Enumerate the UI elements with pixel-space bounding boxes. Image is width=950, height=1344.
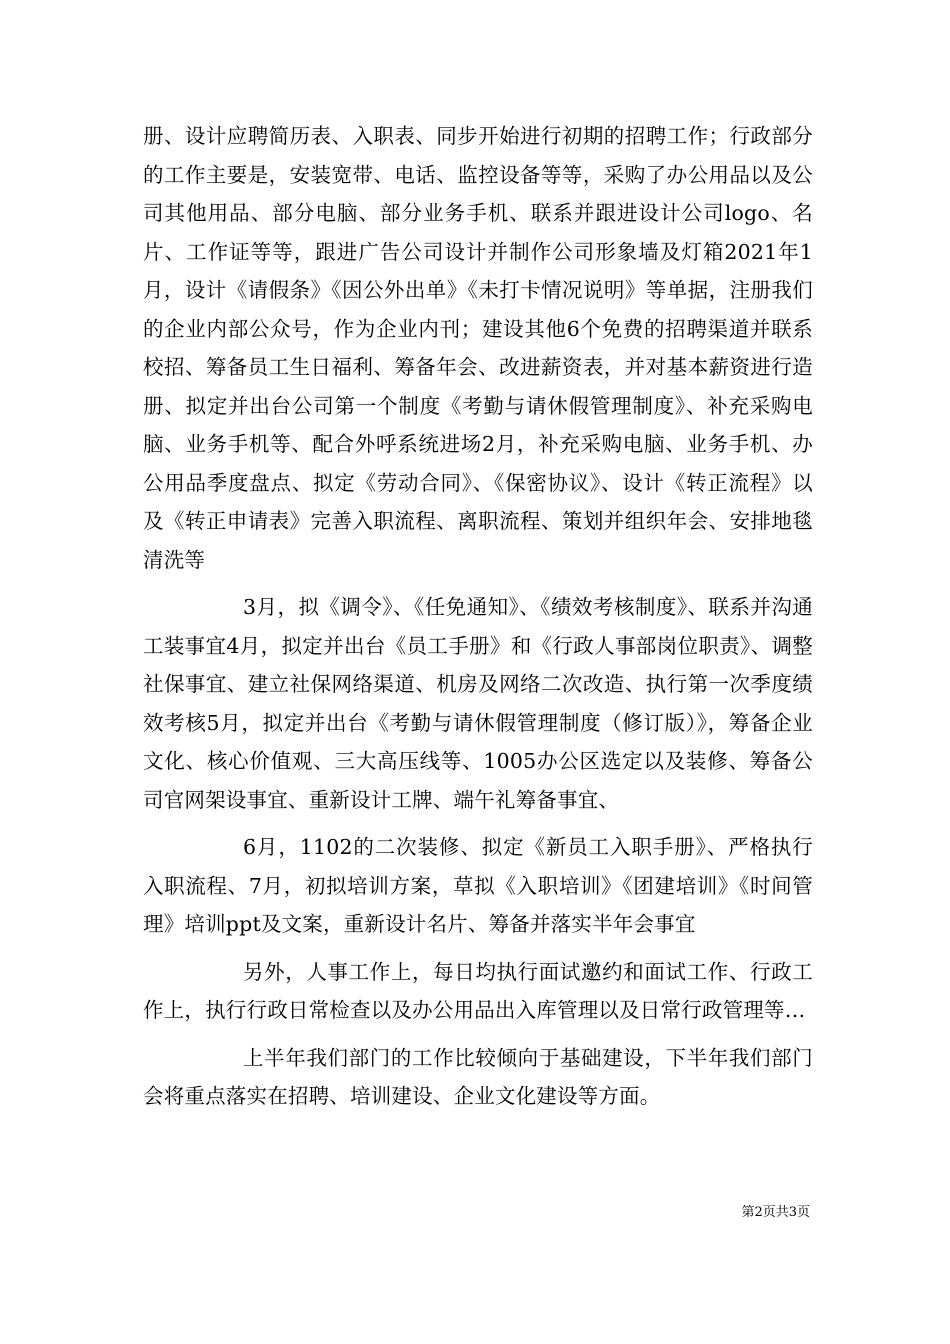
page-number-footer: 第2页共3页 bbox=[741, 1205, 810, 1220]
paragraph-1: 册、设计应聘简历表、入职表、同步开始进行初期的招聘工作；行政部分的工作主要是，安装宽带、电话、监控设备等等，采购了办公用品以及公司其他用品、部分电脑、部分业务手机、联系并跟进设计公司logo、名片、工作证等等，跟进广告公司设计并制作公司形象墙及灯箱2021年1月，设计《请假条》《因公外出单》《未打卡情况说明》等单据，注册我们的企业内部公众号，作为企业内刊；建设其他6个免费的招聘渠道并联系校招、筹备员工生日福利、筹备年会、改进薪资表，并对基本薪资进行造册、拟定并出台公司第一个制度《考勤与请休假管理制度》、补充采购电脑、业务手机等、配合外呼系统进场2月，补充采购电脑、业务手机、办公用品季度盘点、拟定《劳动合同》、《保密协议》、设计《转正流程》以及《转正申请表》完善入职流程、离职流程、策划并组织年会、安排地毯清洗等 bbox=[143, 124, 813, 572]
paragraph-5: 上半年我们部门的工作比较倾向于基础建设，下半年我们部门会将重点落实在招聘、培训建设、企业文化建设等方面。 bbox=[143, 1045, 813, 1108]
paragraph-3: 6月，1102的二次装修、拟定《新员工入职手册》、严格执行入职流程、7月，初拟培训方案，草拟《入职培训》《团建培训》《时间管理》培训ppt及文案，重新设计名片、筹备并落实半年会事宜 bbox=[143, 835, 813, 936]
paragraph-4: 另外，人事工作上，每日均执行面试邀约和面试工作、行政工作上，执行行政日常检查以及办公用品出入库管理以及日常行政管理等… bbox=[143, 959, 813, 1022]
document-body bbox=[143, 117, 813, 1116]
paragraph-2: 3月，拟《调令》、《任免通知》、《绩效考核制度》、联系并沟通工装事宜4月，拟定并出台《员工手册》和《行政人事部岗位职责》、调整社保事宜、建立社保网络渠道、机房及网络二次改造、执行第一次季度绩效考核5月，拟定并出台《考勤与请休假管理制度（修订版）》，筹备企业文化、核心价值观、三大高压线等、1005办公区选定以及装修、筹备公司官网架设事宜、重新设计工牌、端午礼筹备事宜、 bbox=[143, 595, 813, 812]
